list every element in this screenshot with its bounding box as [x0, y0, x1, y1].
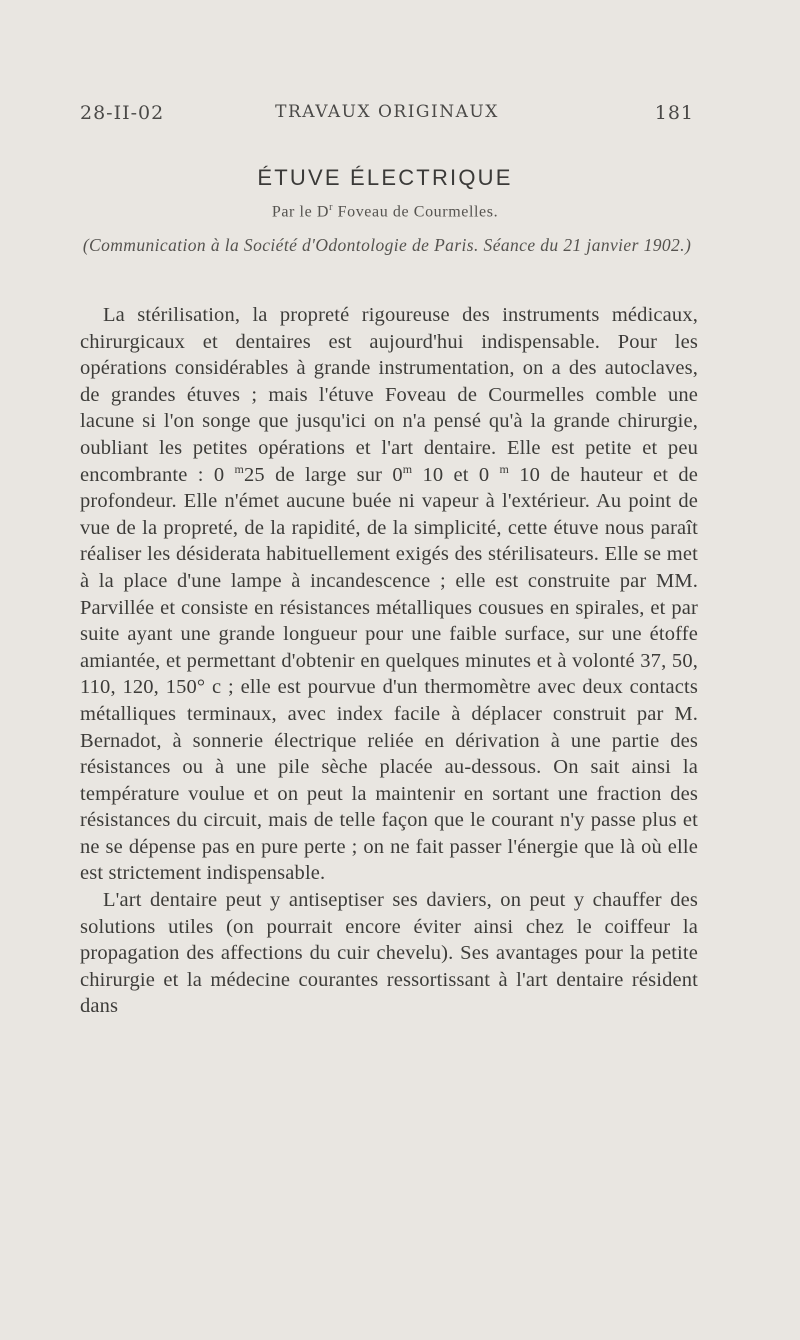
byline-title-sup: r	[329, 202, 333, 213]
page-number: 181	[654, 102, 694, 124]
paragraph-text: 10 de hauteur et de profondeur. Elle n'émet aucune buée ni vapeur à l'extérieur. Au point de vue de la propreté, de la rapidité, de la simplicité, cette étuve nous paraît réaliser les désiderata habituellement exigés des stérilisateurs. Elle se met à la place d'une lampe à incandescence ; elle est construite par MM. Parvillée et consiste en résistances métalliques cousues en spirales, et par suite ayant une grande longueur pour une faible surface, sur une étoffe amiantée, et permettant d'obtenir en quelques minutes et à volonté 37, 50, 110, 120, 150° c ; elle est pourvue d'un thermomètre avec deux contacts métalliques terminaux, avec index facile à déplacer construit par M. Bernadot, à sonnerie électrique reliée en dérivation à une partie des résistances ou à une pile sèche placée au-dessous. On sait ainsi la température voulue et on peut la maintenir en sortant une fraction des résistances du circuit, mais de telle façon que le courant n'y passe plus et ne se dépense pas en pure perte ; on ne fait passer l'énergie que là où elle est strictement indispensable.	[80, 463, 698, 885]
unit-superscript: m	[402, 461, 413, 476]
paragraph: L'art dentaire peut y antiseptiser ses daviers, on peut y chauffer des solutions utiles (on pourrait encore éviter ainsi chez le coiffeur la propagation des affections du cuir chevelu). Ses avantages pour la petite chirurgie et la médecine courantes ressortissant à l'art dentaire résident dans	[80, 889, 698, 1018]
article-byline	[0, 202, 770, 221]
paragraph	[80, 302, 698, 887]
byline-author: Foveau de Courmelles.	[333, 203, 499, 221]
article-body	[80, 302, 698, 1020]
issue-date: 28-II-02	[80, 102, 165, 124]
communication-note: (Communication à la Société d'Odontologie de Paris. Séance du 21 janvier 1902.)	[82, 235, 692, 255]
unit-superscript: m	[234, 461, 245, 476]
dimension-text: 25 de large sur 0	[244, 463, 403, 486]
section-title: TRAVAUX ORIGINAUX	[275, 102, 499, 122]
dimension-text: 10 et 0	[412, 463, 500, 486]
byline-prefix: Par le D	[271, 203, 330, 221]
unit-superscript: m	[499, 461, 510, 476]
running-head	[80, 102, 694, 128]
article-title: ÉTUVE ÉLECTRIQUE	[257, 165, 513, 190]
paragraph-text: La stérilisation, la propreté rigoureuse des instruments médicaux, chirurgicaux et dentaires est aujourd'hui indispensable. Pour les opérations considérables à grande instrumentation, on a des autoclaves, de grandes étuves ; mais l'étuve Foveau de Courmelles comble une lacune si l'on songe que jusqu'ici on n'a pensé qu'à la grande chirurgie, oubliant les petites opérations et l'art dentaire. Elle est petite et peu encombrante : 0	[80, 304, 698, 486]
